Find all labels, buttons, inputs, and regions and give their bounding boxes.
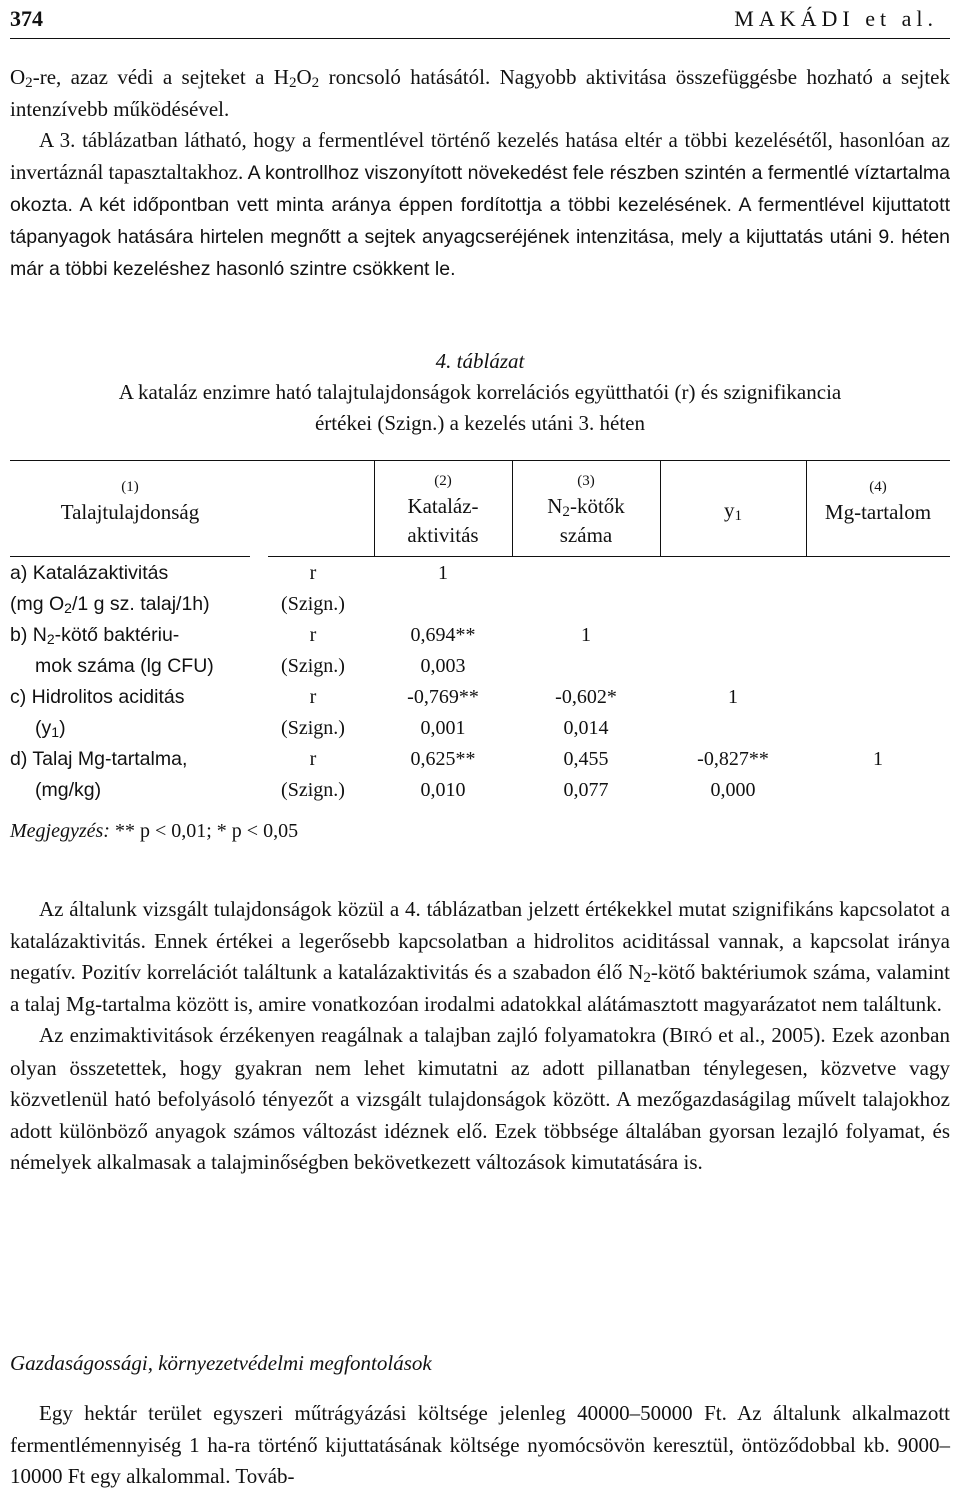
section-title: Gazdaságossági, környezetvédelmi megfontolások [10,1351,432,1375]
row-a-stat-labels: r (Szign.) [281,562,345,615]
row-c-y1: 1 [728,686,738,708]
table-caption [10,346,950,439]
header-n2-kotok: (3) $N_2$-kötők száma [547,473,625,547]
intro-paragraph-1: $O_2-re$, azaz védi a sejteket a $H_2O_2$ roncsoló hatásától. Nagyobb aktivitása összefüggésbe hozható a sejtek intenzívebb működésével. [10,65,950,121]
section-text [10,1398,950,1493]
caption-line-1: A kataláz enzimre ható talajtulajdonságok korrelációs együtthatói (r) és szignifikancia [118,380,842,404]
row-label-c: c) Hidrolitos aciditás $(y_1)$ [10,686,185,740]
row-c-stat-labels: r (Szign.) [281,686,345,739]
intro-paragraph-2: A 3. táblázatban látható, hogy a fermentlével történő kezelés hatása eltér a többi kezelésétől, hasonlóan az invertáznál tapasztaltakhoz. A kontrollhoz viszonyított növekedést fele részben szintén a fermentlé víztartalma okozta. A két időpontban vett minta aránya éppen fordítottja a többi kezelésének. A fermentlével kijuttatott tápanyagok hatására hirtelen megnőtt a sejtek anyagcseréjének intenzitása, mely a kijuttatás utáni 9. héten már a többi kezeléshez hasonló szintre csökkent le. [10,128,950,280]
header-talajtulajdonsag: (1) Talajtulajdonság [60,479,200,524]
row-b-katalaz: 0,694** 0,003 [410,624,476,677]
row-d-y1: -0,827** 0,000 [697,748,769,801]
header-rule-2 [268,556,950,557]
header-mg-tartalom: (4) Mg-tartalom [824,479,932,524]
table-note [10,816,298,847]
row-label-b: b) $N_2$-kötő baktériu- mok száma (lg CFU) [10,624,214,677]
row-b-n2: 1 [581,624,591,646]
header-divider-4 [806,460,807,556]
note-text: ** p < 0,01; * p < 0,05 [109,820,299,842]
row-c-n2: -0,602* 0,014 [555,686,617,739]
body-paragraph-2: Az enzimaktivitások érzékenyen reagálnak a talajban zajló folyamatokra (BIRÓ et al., 2005). Ezek azonban olyan összetettek, hogy gyakran nem lehet kimutatni az adott pillanatban ténylegesen, közvetve vagy közvetlenül ható befolyásoló tényezőt a vizsgált tulajdonságok között. A mezőgazdaságilag művelt talajokhoz adott különböző anyagok számos változást idéznek elő. Ezek többsége általában gyorsan lezajló folyamat, és némelyek alkalmasak a talajminőségben bekövetkezett változások kimutatására is. [10,1023,950,1174]
header-divider-3 [660,460,661,556]
row-label-d: d) Talaj Mg-tartalma, (mg/kg) [10,748,188,801]
header-rule-1 [10,556,250,557]
row-label-a: a) Katalázaktivitás (mg $O_2/1$ g sz. talaj/1h) [10,562,210,616]
body-paragraph-1: Az általunk vizsgált tulajdonságok közül a 4. táblázatban jelzett értékekkel mutat szignifikáns kapcsolatot a katalázaktivitás. Ennek értékei a legerősebb kapcsolatban a hidrolitos aciditással vannak, a kapcsolat iránya negatív. Pozitív korrelációt találtunk a katalázaktivitás és a szabadon élő $N_2$-kötő baktériumok száma, valamint a talaj Mg-tartalma között is, amire vonatkozóan irodalmi adatokkal alátámasztott magyarázatot nem találtunk. [10,897,950,1016]
row-b-stat-labels: r (Szign.) [281,624,345,677]
running-title: MAKÁDI et al. [734,6,938,31]
row-a-katalaz: 1 [438,562,448,584]
header-divider-1 [374,460,375,556]
header-divider-2 [512,460,513,556]
caption-line-2: értékei (Szign.) a kezelés utáni 3. héten [314,411,646,435]
header-katalazaktivitas: (2) Kataláz- aktivitás [407,473,479,547]
intro-text [10,62,950,285]
note-label: Megjegyzés: [10,820,110,842]
running-header [10,6,950,40]
header-rule [10,38,950,39]
table-number: 4. táblázat [435,349,525,373]
table-top-rule [10,460,950,461]
row-d-katalaz: 0,625** 0,010 [410,748,476,801]
row-d-stat-labels: r (Szign.) [281,748,345,801]
page-number: 374 [10,6,43,31]
body-text [10,894,950,1179]
row-d-mg: 1 [873,748,883,770]
row-d-n2: 0,455 0,077 [563,748,609,801]
header-y1: $y_1$ [723,498,743,525]
section-paragraph-1: Egy hektár terület egyszeri műtrágyázási költsége jelenleg 40000–50000 Ft. Az általunk alkalmazott fermentlémennyiség 1 ha-ra történő kijuttatásának költsége nyomócsövön keresztül, öntöződobbal kb. 9000–10000 Ft egy alkalommal. Továb- [10,1401,950,1488]
row-c-katalaz: -0,769** 0,001 [407,686,479,739]
